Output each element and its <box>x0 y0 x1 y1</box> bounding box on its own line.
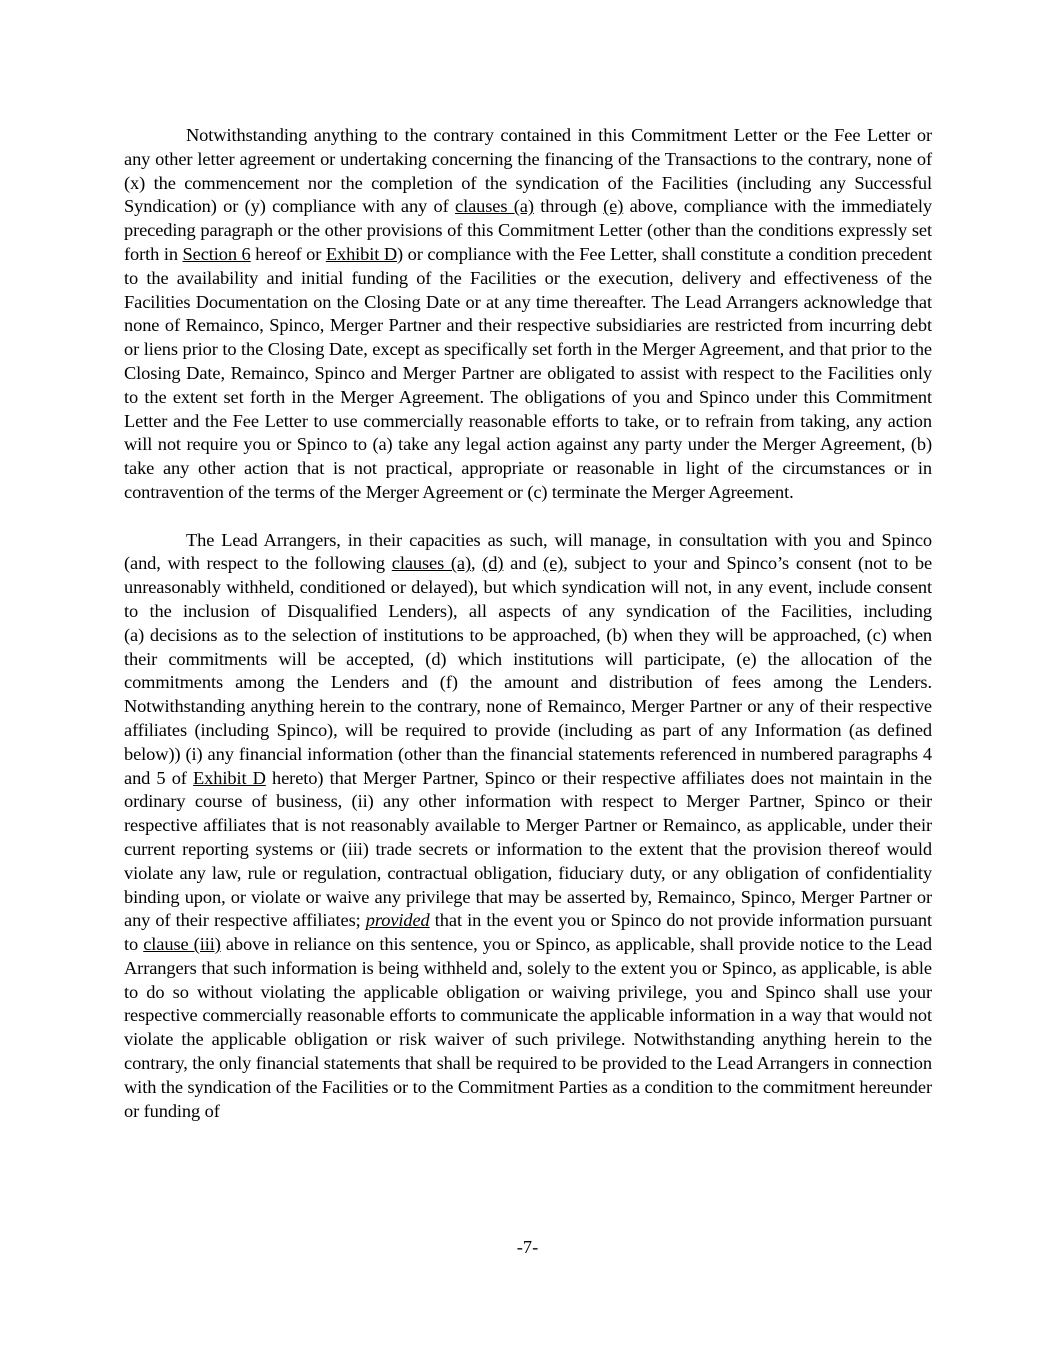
page-number: -7- <box>516 1237 539 1257</box>
paragraph-2-text-7: above in reliance on this sentence, you or Spinco, as applicable, shall provide notice to the Lead Arrangers that such information is being withheld and, solely to the extent you or Spinco, as applicable, is able to do so without violating the applicable obligation or waiving privilege, you and Spinco shall use your respective commercially reasonable efforts to communicate the applicable information in a way that would not violate the applicable obligation or risk waiver of such privilege. Notwithstanding anything herein to the contrary, the only financial statements that shall be required to be provided to the Lead Arrangers in connection with the syndication of the Facilities or to the Commitment Parties as a condition to the commitment hereunder or funding of <box>124 934 932 1121</box>
paragraph-2-text-4: , subject to your and Spinco’s consent (not to be unreasonably withheld, conditioned or delayed), but which syndication will not, in any event, include consent to the inclusion of Disqualified Lenders), all aspects of any syndication of the Facilities, including (a) decisions as to the selection of institutions to be approached, (b) when they will be approached, (c) when their commitments will be accepted, (d) which institutions will participate, (e) the allocation of the commitments among the Lenders and (f) the amount and distribution of fees among the Lenders. Notwithstanding anything herein to the contrary, none of Remainco, Merger Partner or any of their respective affiliates (including Spinco), will be required to provide (including as part of any Information (as defined below)) (i) any financial information (other than the financial statements referenced in numbered paragraphs 4 and 5 of <box>124 553 933 788</box>
reference-clauses-a: clauses (a) <box>455 196 534 217</box>
paragraph-1-text-5: ) or compliance with the Fee Letter, shall constitute a condition precedent to the availability and initial funding of the Facilities or the execution, delivery and effectiveness of the Facilities Documentation on the Closing Date or at any time thereafter. The Lead Arrangers acknowledge that none of Remainco, Spinco, Merger Partner and their respective subsidiaries are restricted from incurring debt or liens prior to the Closing Date, except as specifically set forth in the Merger Agreement, and that prior to the Closing Date, Remainco, Spinco and Merger Partner are obligated to assist with respect to the Facilities only to the extent set forth in the Merger Agreement. The obligations of you and Spinco under this Commitment Letter and the Fee Letter to use commercially reasonable efforts to take, or to refrain from taking, any action will not require you or Spinco to (a) take any legal action against any party under the Merger Agreement, (b) take any other action that is not practical, appropriate or reasonable in light of the circumstances or in contravention of the terms of the Merger Agreement or (c) terminate the Merger Agreement. <box>124 243 932 502</box>
paragraph-1-text-1: Notwithstanding anything to the contrary contained in this Commitment Letter or the Fee Letter or any other letter agreement or undertaking concerning the financing of the Transactions to the contrary, none of (x) the commencement nor the completion of the syndication of the Facilities (including any Successful Syndication) or (y) compliance with any of <box>124 125 932 217</box>
reference-clause-e: (e) <box>543 553 564 574</box>
reference-section-6: Section 6 <box>182 243 251 264</box>
reference-exhibit-d: Exhibit D <box>325 243 398 264</box>
paragraph-2-text-5: hereto) that Merger Partner, Spinco or their respective affiliates does not maintain in the ordinary course of business, (ii) any other information with respect to Merger Partner, Spinco or their respective affiliates that is not reasonably available to Merger Partner or Remainco, as applicable, under their current reporting systems or (iii) trade secrets or information to the extent that the provision thereof would violate any law, rule or regulation, contractual obligation, fiduciary duty, or any obligation of confidentiality binding upon, or violate or waive any privilege that may be asserted by, Remainco, Spinco, Merger Partner or any of their respective affiliates; <box>124 767 932 931</box>
paragraph-2-text-1: The Lead Arrangers, in their capacities as such, will manage, in consultation with you and Spinco (and, with respect to the following <box>124 529 932 574</box>
paragraph-1-text-4: hereof or <box>250 243 326 264</box>
document-page <box>124 124 932 1123</box>
paragraph-2-text-2: , <box>471 553 483 574</box>
paragraph-2-text-6: that in the event you or Spinco do not provide information pursuant to <box>124 910 932 955</box>
paragraph-1-text-3: above, compliance with the immediately preceding paragraph or the other provisions of this Commitment Letter (other than the conditions expressly set forth in <box>124 196 933 264</box>
paragraph-1 <box>124 124 932 505</box>
reference-clause-iii: clause (iii) <box>143 934 221 955</box>
paragraph-1-text-2: through <box>533 196 604 217</box>
reference-clause-e: (e) <box>603 196 624 217</box>
reference-clause-d: (d) <box>482 553 504 574</box>
paragraph-2-text-3: and <box>503 553 544 574</box>
reference-exhibit-d: Exhibit D <box>193 767 266 788</box>
term-provided: provided <box>365 910 430 931</box>
reference-clauses-a: clauses (a) <box>391 553 472 574</box>
paragraph-2 <box>124 529 932 1124</box>
